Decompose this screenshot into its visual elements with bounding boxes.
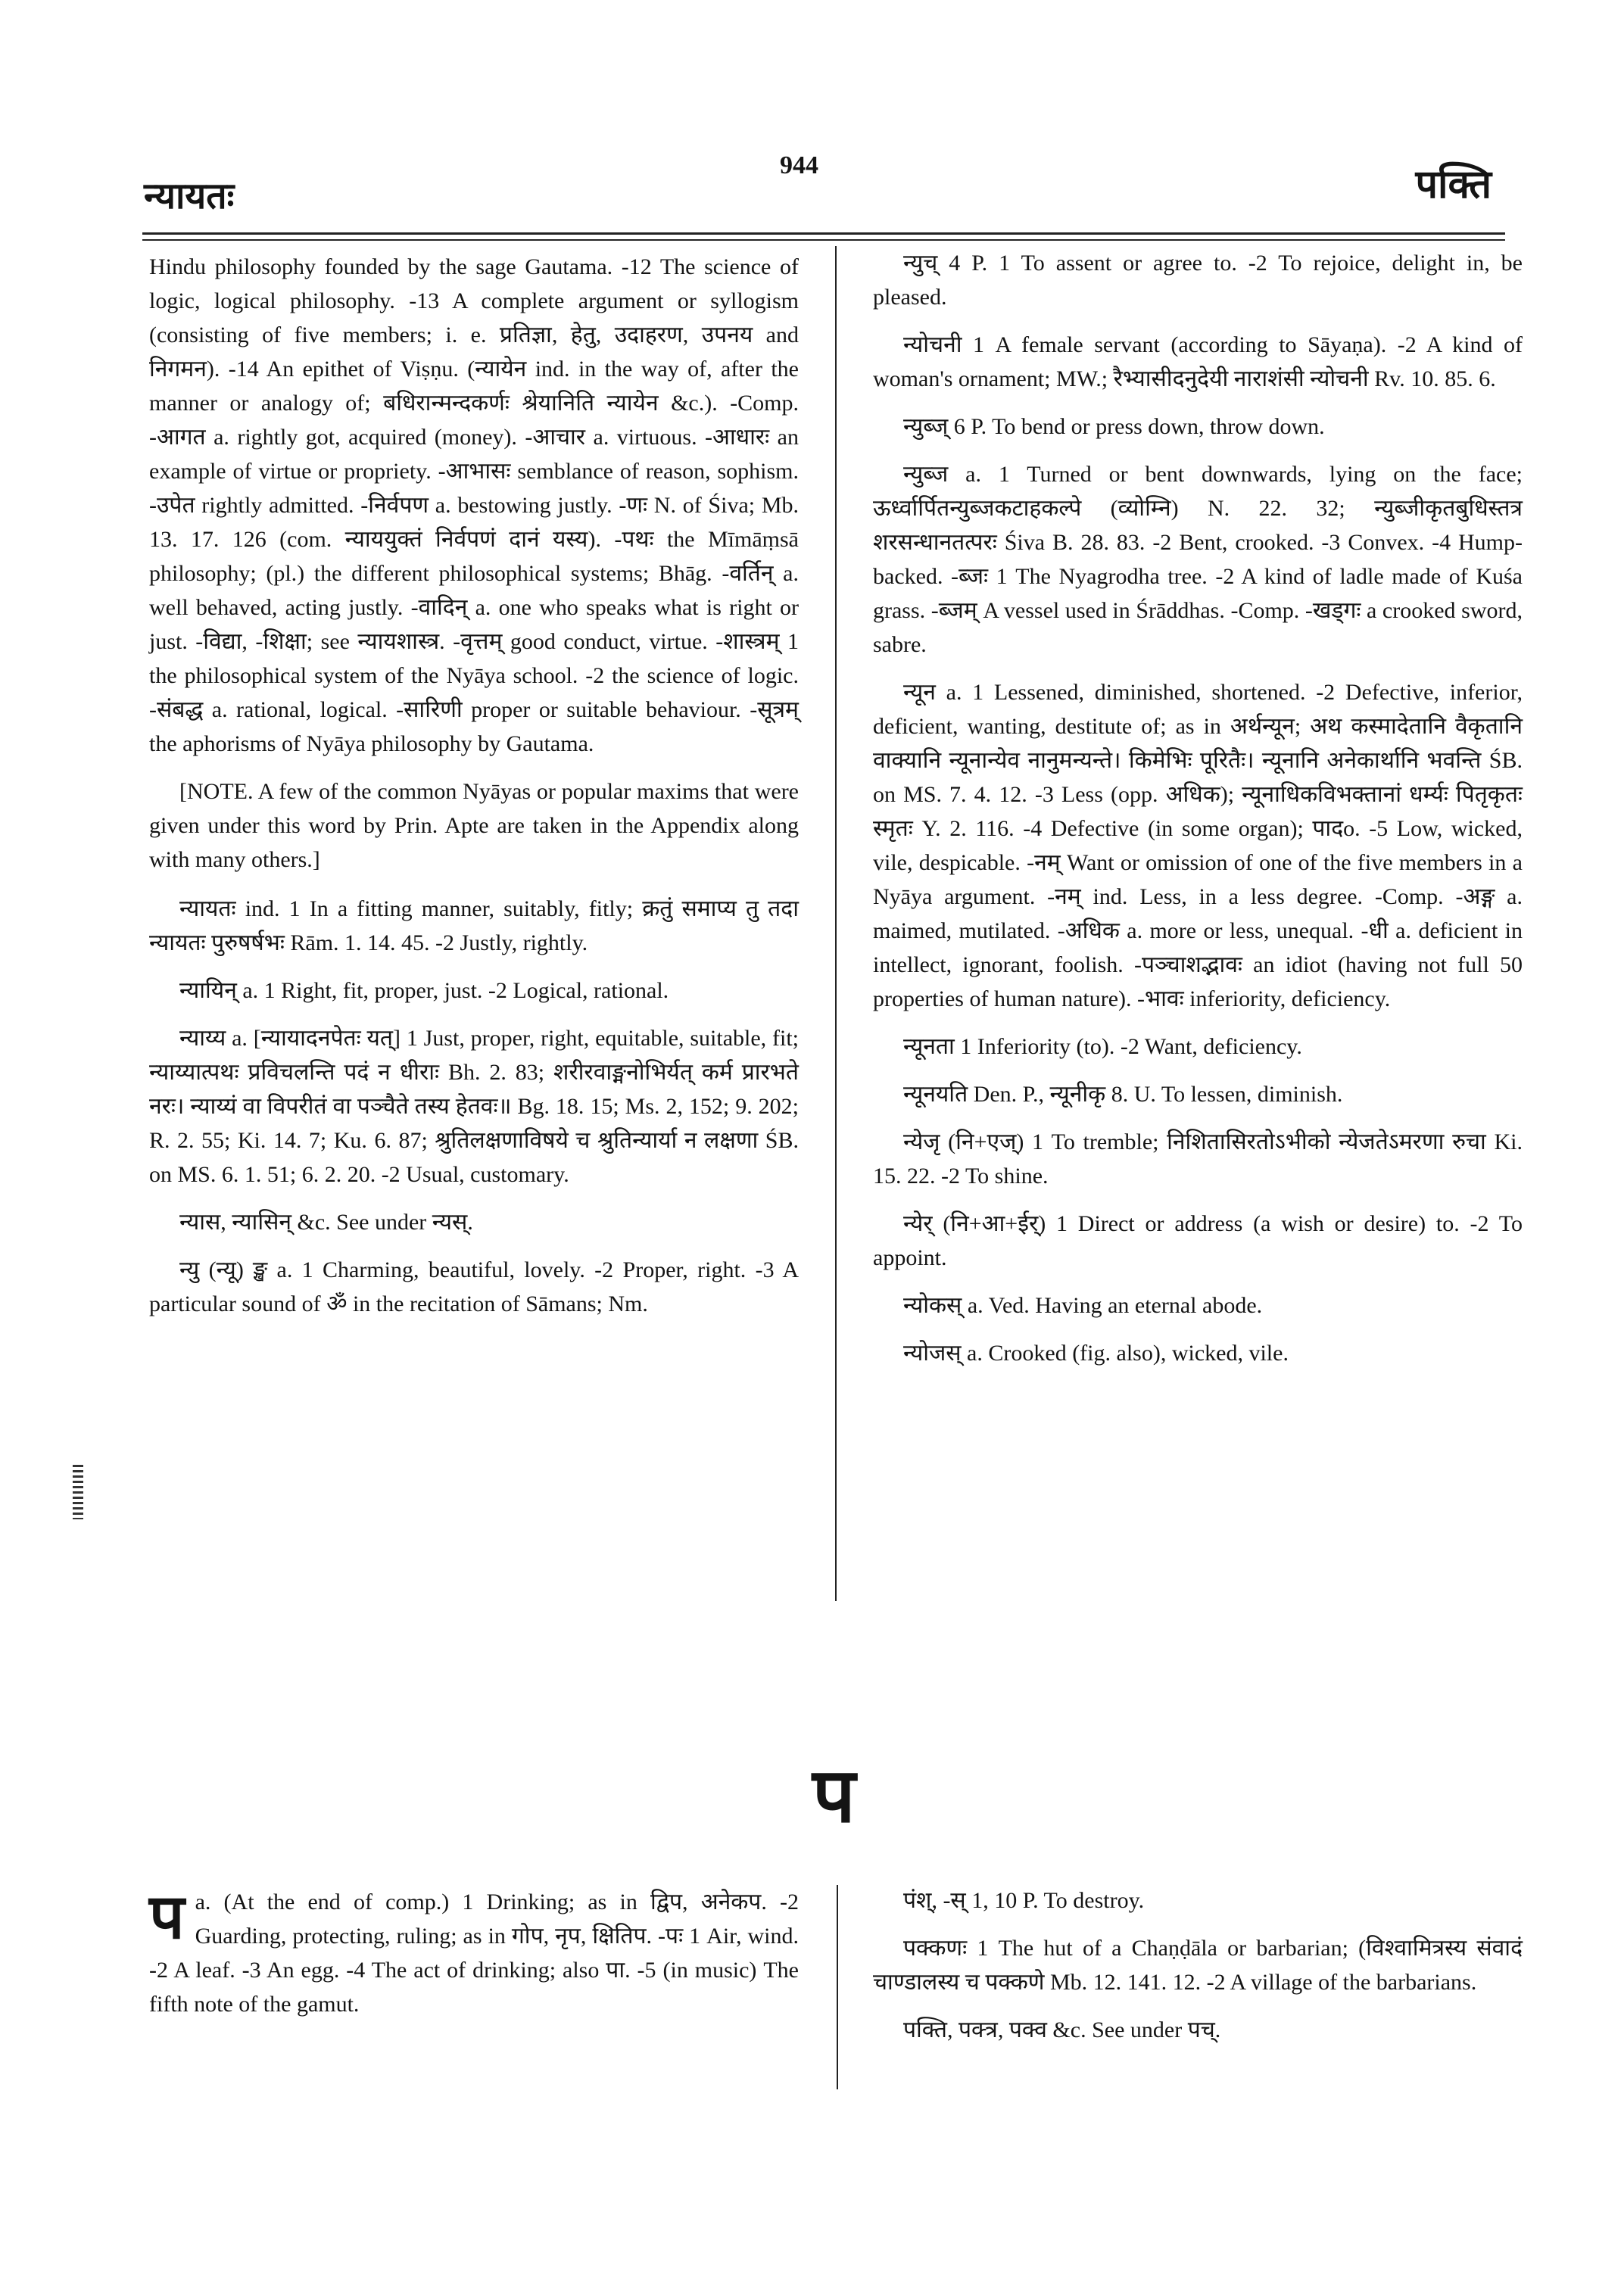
header-rule-thin [142,239,1505,241]
dictionary-entry: पक्ति, पक्त्र, पक्व &c. See under पच्. [903,2017,1221,2042]
page-number: 944 [780,151,818,179]
right-column [873,246,1523,1384]
dictionary-entry: न्युब्ज् 6 P. To bend or press down, throw down. [903,414,1325,439]
section-right-column [873,1883,1523,2061]
dictionary-entry: न्यायतः ind. 1 In a fitting manner, suitably, fitly; क्रतुं समाप्य तु तदा न्यायतः पुरुषर्षभः Rām. 1. 14. 45. -2 Justly, rightly. [149,896,799,955]
dictionary-entry [149,1881,799,2021]
dictionary-entry: न्यून a. 1 Lessened, diminished, shortened. -2 Defective, inferior, deficient, wanting, destitute of; as in अर्थन्यून; अथ कस्मादेतानि वैकृतानि वाक्यानि न्यूनान्येव नानुमन्यन्ते। किमेभिः पूरितैः। न्यूनानि अनेकार्थानि भवन्ति ŚB. on MS. 7. 4. 12. -3 Less (opp. अधिक); न्यूनाधिकविभक्तानां धर्म्यः पितृकृतः स्मृतः Y. 2. 116. -4 Defective (in some organ); पादo. -5 Low, wicked, vile, despicable. -नम् Want or omission of one of the five members in a Nyāya argument. -नम् ind. Less, in a less degree. -Comp. -अङ्ग a. maimed, mutilated. -अधिक a. more or less, unequal. -धी a. deficient in intellect, ignorant, foolish. -पञ्चाशद्भावः an idiot (having not full 50 properties of human nature). -भावः inferiority, deficiency. [873,680,1523,1011]
note-paragraph: [NOTE. A few of the common Nyāyas or popular maxims that were given under this word by Prin. Apte are taken in the Appendix along with many others.] [149,779,799,872]
header-rule-thick [142,232,1505,235]
dictionary-entry: न्युच् 4 P. 1 To assent or agree to. -2 To rejoice, delight in, be pleased. [873,251,1523,310]
section-letter: प [812,1751,856,1840]
dictionary-entry: न्यास, न्यासिन् &c. See under न्यस्. [179,1210,473,1235]
column-divider [835,246,837,1601]
left-running-headword: न्यायतः [144,175,235,217]
section-left-column [149,1881,799,2035]
dictionary-entry: न्यूनयति Den. P., न्यूनीकृ 8. U. To lessen, diminish. [903,1082,1343,1107]
left-column [149,250,799,1335]
dictionary-entry: न्योचनी 1 A female servant (according to Sāyaṇa). -2 A kind of woman's ornament; MW.; रैभ्यासीदनुदेयी नाराशंसी न्योचनी Rv. 10. 85. 6. [873,332,1523,391]
drop-letter: प [149,1881,185,1953]
dictionary-entry: न्यायिन् a. 1 Right, fit, proper, just. -2 Logical, rational. [179,978,669,1003]
dictionary-entry: न्याय्य a. [न्यायादनपेतः यत्] 1 Just, proper, right, equitable, suitable, fit; न्याय्यात्पथः प्रविचलन्ति पदं न धीराः Bh. 2. 83; शरीरवाङ्मनोभिर्यत् कर्म प्रारभते नरः। न्याय्यं वा विपरीतं वा पञ्चैते तस्य हेतवः॥ Bg. 18. 15; Ms. 2, 152; 9. 202; R. 2. 55; Ki. 14. 7; Ku. 6. 87; श्रुतिलक्षणाविषये च श्रुतिन्यार्या न लक्षणा ŚB. on MS. 6. 1. 51; 6. 2. 20. -2 Usual, customary. [149,1026,799,1187]
dictionary-entry: न्येर् (नि+आ+ईर्) 1 Direct or address (a wish or desire) to. -2 To appoint. [873,1211,1523,1270]
dictionary-entry: न्यु (न्यू) ङ्ख a. 1 Charming, beautiful, lovely. -2 Proper, right. -3 A particular sound of ॐ in the recitation of Sāmans; Nm. [149,1257,799,1316]
entry-text: a. (At the end of comp.) 1 Drinking; as in द्विप, अनेकप. -2 Guarding, protecting, ruling; as in गोप, नृप, क्षितिप. -पः 1 Air, wind. -2 A leaf. -3 An egg. -4 The act of drinking; also पा. -5 (in music) The fifth note of the gamut. [149,1890,799,2017]
dictionary-entry: न्योजस् a. Crooked (fig. also), wicked, vile. [903,1341,1289,1366]
right-running-headword: पक्ति [1415,161,1492,207]
dictionary-entry: न्यूनता 1 Inferiority (to). -2 Want, deficiency. [903,1034,1302,1059]
dictionary-entry: न्येजृ (नि+एज्) 1 To tremble; निशितासिरतोऽभीको न्येजतेऽमरणा रुचा Ki. 15. 22. -2 To shine. [873,1129,1523,1189]
dictionary-entry: पक्कणः 1 The hut of a Chaṇḍāla or barbarian; (विश्वामित्रस्य संवादं चाण्डालस्य च पक्कणे Mb. 12. 141. 12. -2 A village of the barbarians. [873,1936,1523,1995]
dictionary-entry: पंश्, -स् 1, 10 P. To destroy. [903,1888,1145,1913]
column-divider-lower [837,1885,838,2089]
margin-mark [73,1465,83,1519]
dictionary-entry: न्युब्ज a. 1 Turned or bent downwards, lying on the face; ऊर्ध्वार्पितन्युब्जकटाहकल्पे (व्योम्नि) N. 22. 32; न्युब्जीकृतबुधिस्तत्र शरसन्धानतत्परः Śiva B. 28. 83. -2 Bent, crooked. -3 Convex. -4 Hump-backed. -ब्जः 1 The Nyagrodha tree. -2 A kind of ladle made of Kuśa grass. -ब्जम् A vessel used in Śrāddhas. -Comp. -खड्गः a crooked sword, sabre. [873,462,1523,657]
dictionary-entry-continued: Hindu philosophy founded by the sage Gautama. -12 The science of logic, logical philosophy. -13 A complete argument or syllogism (consisting of five members; i. e. प्रतिज्ञा, हेतु, उदाहरण, उपनय and निगमन). -14 An epithet of Viṣṇu. (न्यायेन ind. in the way of, after the manner or analogy of; बधिरान्मन्दकर्णः श्रेयानिति न्यायेन &c.). -Comp. -आगत a. rightly got, acquired (money). -आचार a. virtuous. -आधारः an example of virtue or propriety. -आभासः semblance of reason, sophism. -उपेत rightly admitted. -निर्वपण a. bestowing justly. -णः N. of Śiva; Mb. 13. 17. 126 (com. न्याययुक्तं निर्वपणं दानं यस्य). -पथः the Mīmāṃsā philosophy; (pl.) the different philosophical systems; Bhāg. -वर्तिन् a. well behaved, acting justly. -वादिन् a. one who speaks what is right or just. -विद्या, -शिक्षा; see न्यायशास्त्र. -वृत्तम् good conduct, virtue. -शास्त्रम् 1 the philosophical system of the Nyāya school. -2 the science of logic. -संबद्ध a. rational, logical. -सारिणी proper or suitable behaviour. -सूत्रम् the aphorisms of Nyāya philosophy by Gautama. [149,254,799,756]
dictionary-entry: न्योकस् a. Ved. Having an eternal abode. [903,1293,1263,1318]
